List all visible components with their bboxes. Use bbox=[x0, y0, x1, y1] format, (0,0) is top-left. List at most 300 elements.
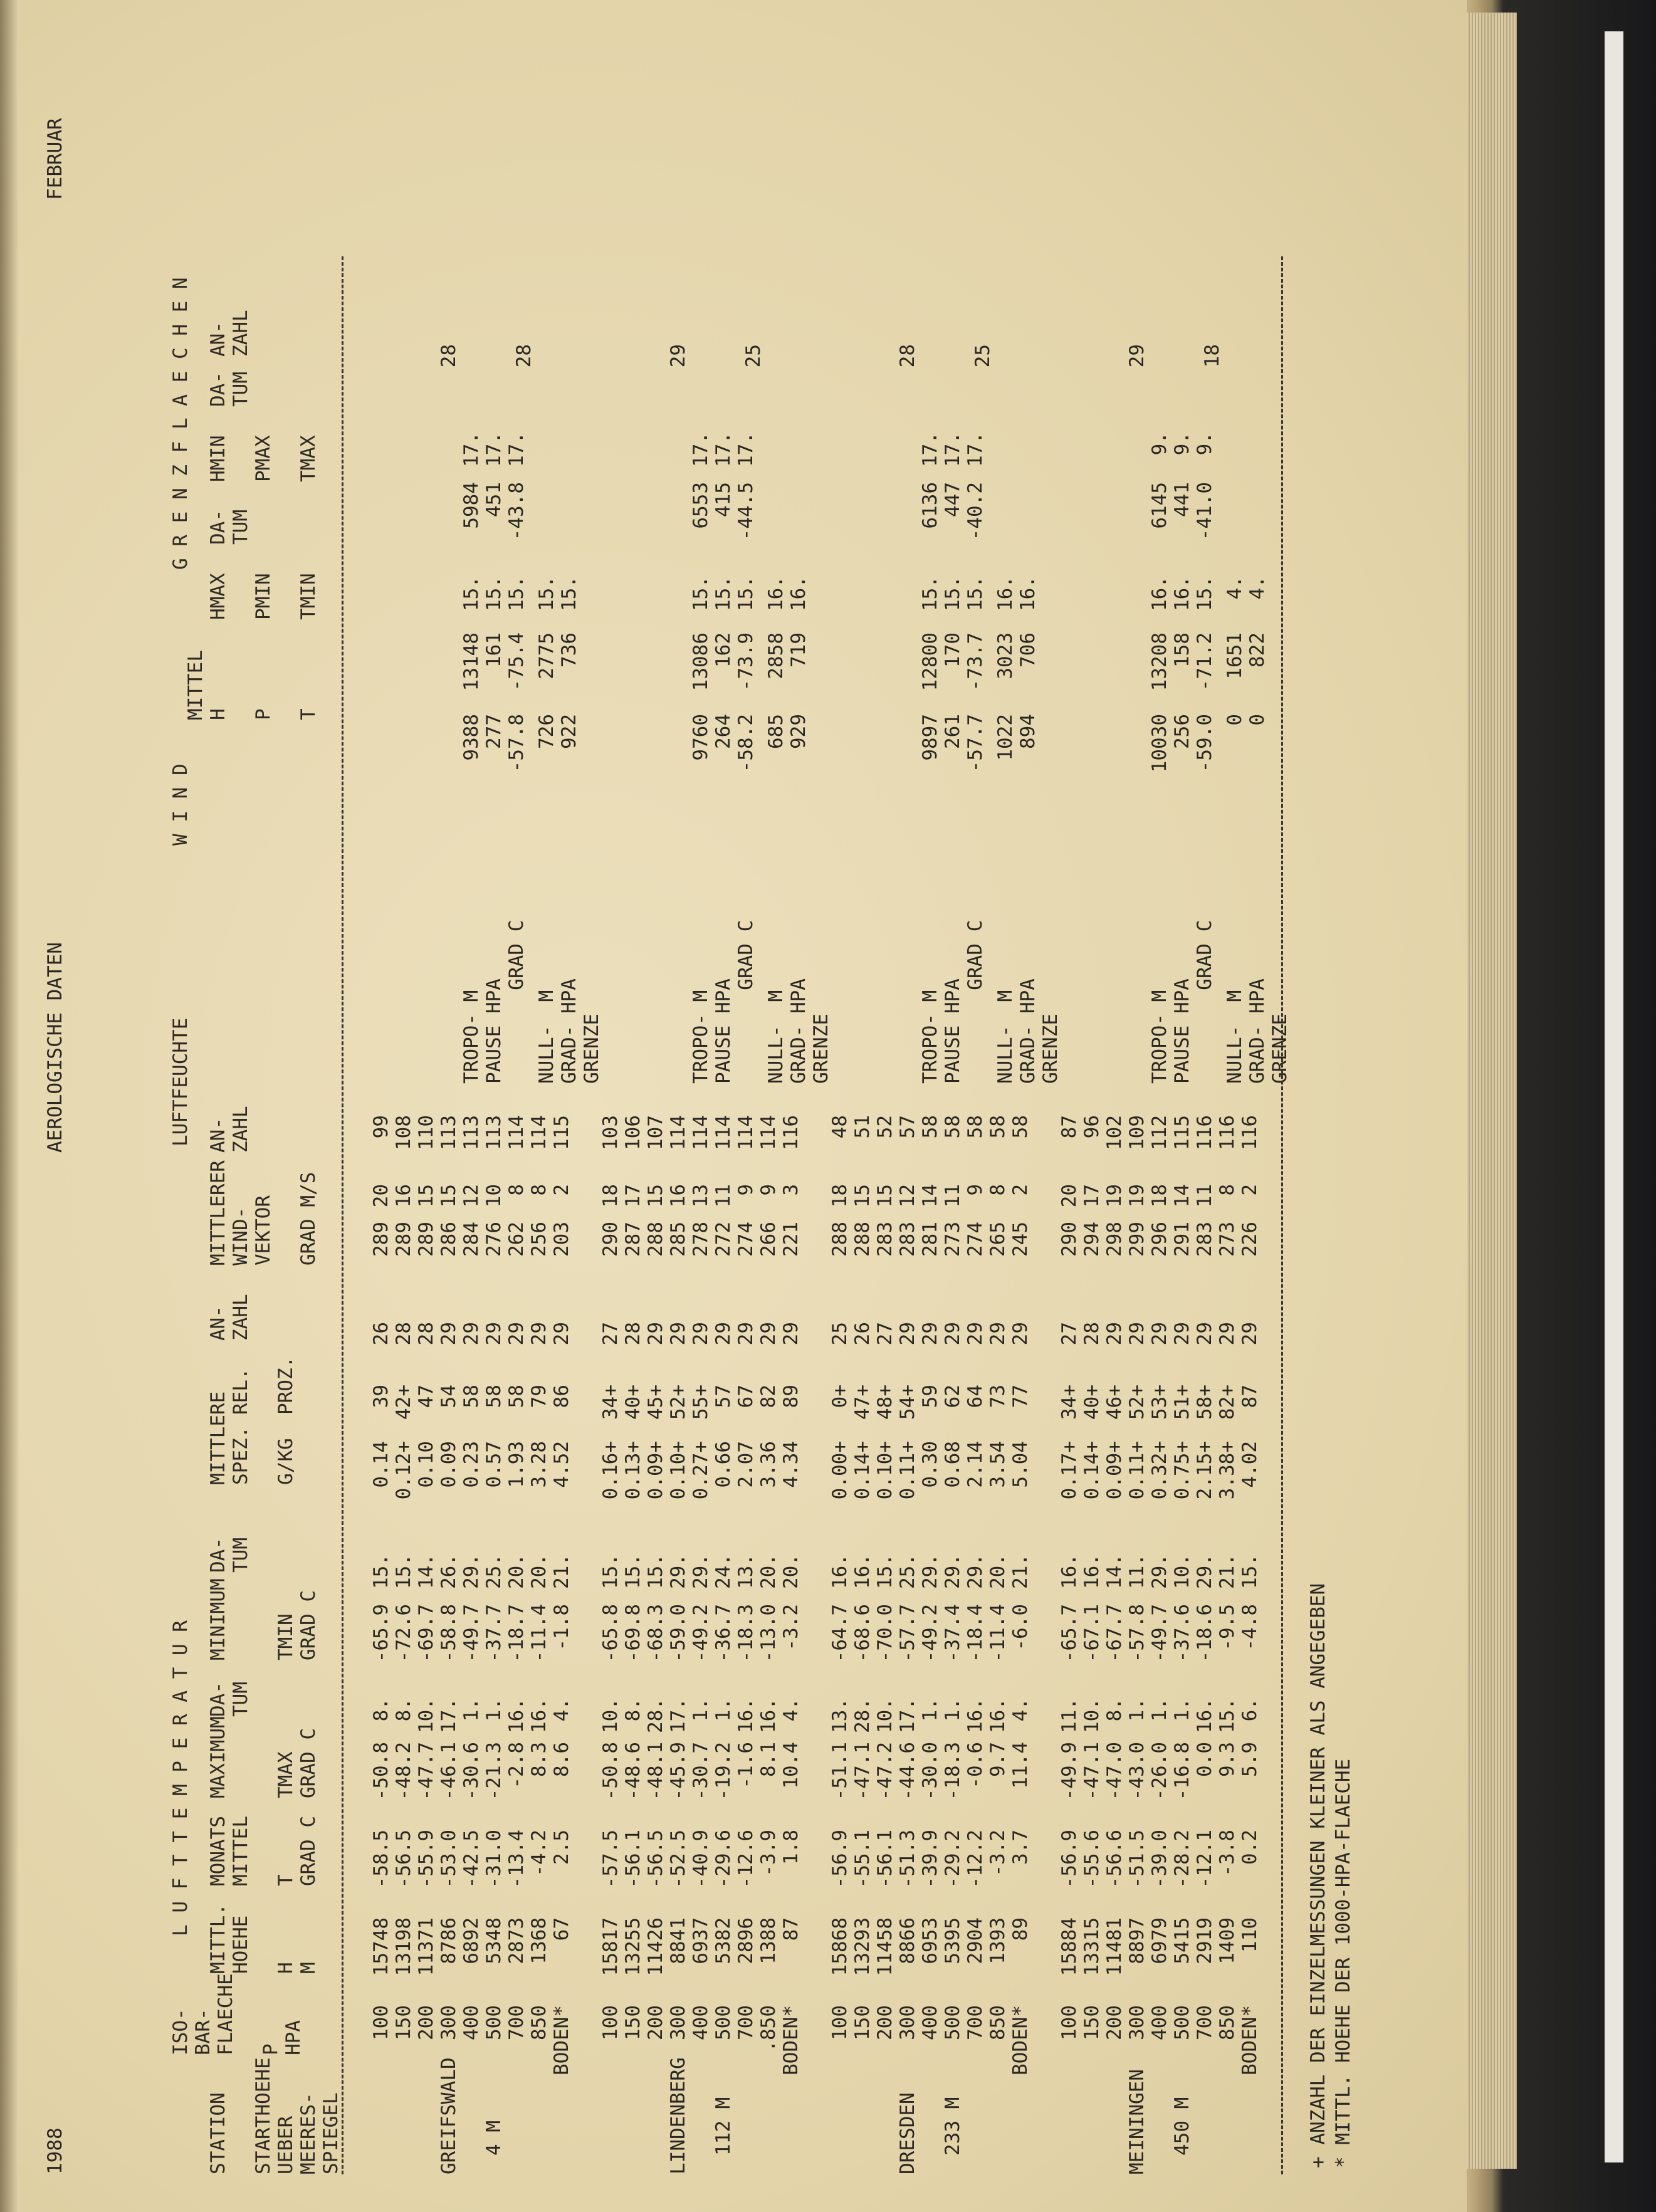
cell-spez: 2.14 bbox=[964, 1441, 987, 1488]
label-null: GRAD- HPA bbox=[558, 978, 580, 1084]
cell-monatsmittel: -56.9 bbox=[1058, 1830, 1081, 1889]
cell-monatsmittel: -56.6 bbox=[1103, 1830, 1126, 1889]
header-monatsmittel: T bbox=[275, 1874, 297, 1886]
cell-tropo: 15. bbox=[1193, 576, 1216, 611]
cell-datum-max: 11. bbox=[1058, 1698, 1081, 1733]
cell-hoehe: 8866 bbox=[896, 1917, 919, 1964]
cell-isobar: BODEN* bbox=[780, 2005, 802, 2075]
cell-isobar: BODEN* bbox=[1009, 2005, 1032, 2075]
footnote-plus: + ANZAHL DER EINZELMESSUNGEN KLEINER ALS ANGEGEBEN bbox=[1307, 1583, 1329, 2168]
cell-wind-grad: 262 bbox=[505, 1222, 528, 1257]
cell-datum-max: 4. bbox=[550, 1698, 573, 1722]
cell-wind-grad: 226 bbox=[1239, 1222, 1261, 1257]
cell-datum-min: 29. bbox=[919, 1554, 941, 1589]
cell-tmin: -3.2 bbox=[780, 1604, 802, 1651]
cell-wind-anzahl: 113 bbox=[483, 1115, 505, 1150]
cell-anzahl: 25 bbox=[829, 1322, 851, 1346]
cell-tropo: 9. bbox=[1193, 432, 1216, 456]
cell-tropo: 13086 bbox=[689, 632, 712, 691]
cell-monatsmittel: -56.5 bbox=[392, 1830, 415, 1889]
page-month: FEBRUAR bbox=[44, 118, 66, 200]
cell-datum-min: 15. bbox=[599, 1554, 622, 1589]
cell-datum-max: 17. bbox=[667, 1698, 689, 1733]
cell-tropo: 277 bbox=[483, 714, 505, 749]
cell-datum-min: 26. bbox=[438, 1554, 460, 1589]
cell-tropo: 13208 bbox=[1148, 632, 1171, 691]
cell-datum-min: 21. bbox=[1216, 1554, 1239, 1589]
cell-wind-grad: 286 bbox=[438, 1222, 460, 1257]
header-gf-max: PMIN bbox=[252, 573, 275, 620]
cell-monatsmittel: -55.9 bbox=[415, 1830, 438, 1889]
cell-null: 15. bbox=[558, 576, 580, 611]
label-tropo: GRAD C bbox=[735, 920, 757, 1084]
label-tropo: GRAD C bbox=[964, 920, 987, 1084]
cell-spez: 0.14 bbox=[370, 1441, 392, 1488]
cell-isobar: 400 bbox=[919, 2005, 941, 2040]
cell-hoehe: 2904 bbox=[964, 1917, 987, 1964]
cell-wind-ms: 10 bbox=[483, 1184, 505, 1208]
cell-wind-grad: 273 bbox=[941, 1222, 964, 1257]
cell-wind-grad: 203 bbox=[550, 1222, 573, 1257]
cell-spez: 0.57 bbox=[483, 1441, 505, 1488]
cell-tmin: -68.6 bbox=[851, 1604, 874, 1663]
cell-tmin: -11.4 bbox=[987, 1604, 1009, 1663]
cell-null: 929 bbox=[787, 714, 810, 749]
cell-anzahl: 29 bbox=[1171, 1322, 1193, 1346]
cell-anzahl: 29 bbox=[757, 1322, 780, 1346]
cell-hoehe: 11458 bbox=[874, 1917, 896, 1976]
cell-datum-min: 21. bbox=[550, 1554, 573, 1589]
cell-anzahl: 28 bbox=[415, 1322, 438, 1346]
cell-tmax: -30.0 bbox=[919, 1742, 941, 1801]
cell-tmax: -48.1 bbox=[644, 1742, 667, 1801]
cell-wind-grad: 283 bbox=[896, 1222, 919, 1257]
cell-anzahl: 29 bbox=[644, 1322, 667, 1346]
cell-wind-ms: 11 bbox=[941, 1184, 964, 1208]
cell-null: 2775 bbox=[535, 632, 558, 679]
cell-hoehe: 11481 bbox=[1103, 1917, 1126, 1976]
header-datum: DA- bbox=[207, 1682, 229, 1717]
cell-rel: 45+ bbox=[644, 1385, 667, 1420]
cell-rel: 54 bbox=[438, 1385, 460, 1408]
cell-rel: 40+ bbox=[622, 1385, 644, 1420]
cell-rel: 89 bbox=[780, 1385, 802, 1408]
header-gf-min: PMAX bbox=[252, 435, 275, 482]
cell-rel: 79 bbox=[528, 1385, 550, 1408]
cell-datum-min: 13. bbox=[735, 1554, 757, 1589]
header-station: UEBER bbox=[275, 2115, 297, 2174]
cell-datum-max: 10. bbox=[415, 1698, 438, 1733]
cell-isobar: 500 bbox=[1171, 2005, 1193, 2040]
cell-isobar: 100 bbox=[829, 2005, 851, 2040]
cell-rel: 77 bbox=[1009, 1385, 1032, 1408]
station-name: DRESDEN bbox=[896, 2092, 919, 2174]
cell-tmax: -26.0 bbox=[1148, 1742, 1171, 1801]
cell-isobar: BODEN* bbox=[1239, 2005, 1261, 2075]
cell-tropo: -71.2 bbox=[1193, 632, 1216, 691]
cell-monatsmittel: -31.0 bbox=[483, 1830, 505, 1889]
cell-isobar: 700 bbox=[735, 2005, 757, 2040]
cell-wind-anzahl: 107 bbox=[644, 1115, 667, 1150]
cell-isobar: 850 bbox=[987, 2005, 1009, 2040]
cell-isobar: 200 bbox=[415, 2005, 438, 2040]
cell-wind-ms: 3 bbox=[780, 1184, 802, 1196]
cell-tmax: -47.7 bbox=[415, 1742, 438, 1801]
cell-null: 726 bbox=[535, 714, 558, 749]
cell-null: 4. bbox=[1224, 576, 1246, 600]
cell-wind-anzahl: 103 bbox=[599, 1115, 622, 1150]
header-hoehe: MITTL. bbox=[207, 1904, 229, 1974]
cell-hoehe: 8786 bbox=[438, 1917, 460, 1964]
cell-spez: 0.17+ bbox=[1058, 1441, 1081, 1500]
cell-tmax: 8.1 bbox=[757, 1742, 780, 1777]
header-isobar: FLAECHE bbox=[214, 1973, 237, 2055]
cell-tropo: 161 bbox=[483, 632, 505, 668]
cell-wind-anzahl: 113 bbox=[460, 1115, 483, 1150]
cell-tropo: -58.2 bbox=[735, 714, 757, 773]
header-datum: TUM bbox=[229, 372, 252, 407]
cell-wind-grad: 276 bbox=[483, 1222, 505, 1257]
cell-datum-min: 20. bbox=[780, 1554, 802, 1589]
cell-hoehe: 13293 bbox=[851, 1917, 874, 1976]
header-windvektor: VEKTOR bbox=[252, 1195, 275, 1266]
cell-datum-min: 29. bbox=[964, 1554, 987, 1589]
cell-tmax: -50.8 bbox=[599, 1742, 622, 1801]
cell-datum-min: 15. bbox=[644, 1554, 667, 1589]
cell-monatsmittel: -51.3 bbox=[896, 1830, 919, 1889]
cell-wind-anzahl: 51 bbox=[851, 1115, 874, 1139]
cell-wind-ms: 20 bbox=[1058, 1184, 1081, 1208]
cell-wind-ms: 18 bbox=[829, 1184, 851, 1208]
cell-null: 16. bbox=[787, 576, 810, 611]
cell-datum-min: 20. bbox=[505, 1554, 528, 1589]
cell-monatsmittel: -28.2 bbox=[1171, 1830, 1193, 1889]
cell-anzahl: 29 bbox=[780, 1322, 802, 1346]
cell-monatsmittel: -53.0 bbox=[438, 1830, 460, 1889]
cell-wind-ms: 2 bbox=[1009, 1184, 1032, 1196]
cell-tmax: 8.6 bbox=[550, 1742, 573, 1777]
cell-tmax: -30.6 bbox=[460, 1742, 483, 1801]
header-isobar: BAR- bbox=[192, 2008, 214, 2055]
cell-tmax: -18.3 bbox=[941, 1742, 964, 1801]
cell-monatsmittel: -4.2 bbox=[528, 1830, 550, 1877]
cell-hoehe: 1393 bbox=[987, 1917, 1009, 1964]
header-lufttemperatur: L U F T T E M P E R A T U R bbox=[169, 1620, 192, 1936]
header-minimum: GRAD C bbox=[297, 1590, 320, 1660]
cell-datum-min: 20. bbox=[757, 1554, 780, 1589]
cell-isobar: BODEN* bbox=[550, 2005, 573, 2075]
cell-tropo: -41.0 bbox=[1193, 482, 1216, 541]
cell-hoehe: 6892 bbox=[460, 1917, 483, 1964]
cell-spez: 0.12+ bbox=[392, 1441, 415, 1500]
cell-monatsmittel: -52.5 bbox=[667, 1830, 689, 1889]
cell-wind-ms: 12 bbox=[460, 1184, 483, 1208]
cell-rel: 46+ bbox=[1103, 1385, 1126, 1420]
cell-isobar: 200 bbox=[644, 2005, 667, 2040]
cell-spez: 4.52 bbox=[550, 1441, 573, 1488]
cell-wind-anzahl: 114 bbox=[667, 1115, 689, 1150]
cell-tropo: -59.0 bbox=[1193, 714, 1216, 773]
label-null: GRAD- HPA bbox=[1017, 978, 1039, 1084]
cell-hoehe: 5415 bbox=[1171, 1917, 1193, 1964]
station-height: 450 M bbox=[1171, 2097, 1193, 2156]
cell-wind-anzahl: 58 bbox=[1009, 1115, 1032, 1139]
cell-rel: 47 bbox=[415, 1385, 438, 1408]
cell-monatsmittel: 2.5 bbox=[550, 1830, 573, 1865]
cell-tropo: 9897 bbox=[919, 714, 941, 761]
cell-null-anzahl: 18 bbox=[1201, 344, 1224, 368]
cell-wind-ms: 9 bbox=[964, 1184, 987, 1196]
cell-tmax: -30.7 bbox=[689, 1742, 712, 1801]
cell-wind-grad: 288 bbox=[851, 1222, 874, 1257]
cell-tropo: 170 bbox=[941, 632, 964, 668]
cell-wind-anzahl: 116 bbox=[780, 1115, 802, 1150]
cell-datum-max: 16. bbox=[987, 1698, 1009, 1733]
cell-tropo: 17. bbox=[735, 432, 757, 467]
header-wind: W I N D bbox=[169, 763, 192, 846]
header-gf-max: HMAX bbox=[207, 573, 229, 620]
cell-isobar: .850 bbox=[757, 2005, 780, 2052]
header-gf-mittel: P bbox=[252, 708, 275, 720]
cell-tropo: 15. bbox=[735, 576, 757, 611]
cell-tmin: -57.8 bbox=[1126, 1604, 1148, 1663]
cell-wind-anzahl: 57 bbox=[896, 1115, 919, 1139]
cell-anzahl: 29 bbox=[483, 1322, 505, 1346]
cell-tmin: -67.7 bbox=[1103, 1604, 1126, 1663]
cell-wind-ms: 11 bbox=[712, 1184, 735, 1208]
header-station: STATION bbox=[207, 2092, 229, 2174]
cell-rel: 42+ bbox=[392, 1385, 415, 1420]
cell-tmin: -72.6 bbox=[392, 1604, 415, 1663]
cell-datum-min: 20. bbox=[528, 1554, 550, 1589]
cell-hoehe: 6937 bbox=[689, 1917, 712, 1964]
cell-tropo: 17. bbox=[964, 432, 987, 467]
cell-tmin: -69.8 bbox=[622, 1604, 644, 1663]
cell-wind-anzahl: 116 bbox=[1193, 1115, 1216, 1150]
cell-wind-anzahl: 48 bbox=[829, 1115, 851, 1139]
cell-rel: 47+ bbox=[851, 1385, 874, 1420]
cell-datum-max: 1. bbox=[919, 1698, 941, 1722]
cell-tropo: 15. bbox=[483, 576, 505, 611]
cell-wind-grad: 256 bbox=[528, 1222, 550, 1257]
cell-wind-anzahl: 114 bbox=[735, 1115, 757, 1150]
cell-tmin: -49.2 bbox=[919, 1604, 941, 1663]
cell-monatsmittel: -3.8 bbox=[1216, 1830, 1239, 1877]
cell-tmin: -1.8 bbox=[550, 1604, 573, 1651]
cell-hoehe: 13198 bbox=[392, 1917, 415, 1976]
cell-tmin: -18.4 bbox=[964, 1604, 987, 1663]
cell-tmin: -9.5 bbox=[1216, 1604, 1239, 1651]
cell-tropo: 447 bbox=[941, 482, 964, 517]
cell-tropo: 17. bbox=[712, 432, 735, 467]
cell-null: 16. bbox=[1017, 576, 1039, 611]
cell-tropo: 5984 bbox=[460, 482, 483, 529]
dashed-rule-bottom bbox=[1281, 256, 1283, 2174]
cell-tmin: -67.1 bbox=[1081, 1604, 1103, 1663]
cell-tmin: -37.6 bbox=[1171, 1604, 1193, 1663]
cell-tmax: -46.1 bbox=[438, 1742, 460, 1801]
cell-wind-ms: 18 bbox=[599, 1184, 622, 1208]
cell-tmax: -45.9 bbox=[667, 1742, 689, 1801]
header-gf-mittel: T bbox=[297, 708, 320, 720]
cell-datum-max: 15. bbox=[1216, 1698, 1239, 1733]
cell-anzahl: 29 bbox=[1239, 1322, 1261, 1346]
cell-tropo: 16. bbox=[1148, 576, 1171, 611]
cell-wind-ms: 2 bbox=[1239, 1184, 1261, 1196]
cell-datum-min: 25. bbox=[483, 1554, 505, 1589]
cell-rel: 55+ bbox=[689, 1385, 712, 1420]
header-anzahl: AN- bbox=[207, 1118, 229, 1153]
cell-wind-anzahl: 102 bbox=[1103, 1115, 1126, 1150]
cell-tropo: 10030 bbox=[1148, 714, 1171, 773]
cell-datum-max: 6. bbox=[1239, 1698, 1261, 1722]
header-hoehe: M bbox=[297, 1962, 320, 1974]
cell-rel: 58+ bbox=[1193, 1385, 1216, 1420]
cell-wind-anzahl: 58 bbox=[941, 1115, 964, 1139]
cell-hoehe: 2919 bbox=[1193, 1917, 1216, 1964]
cell-null: 736 bbox=[558, 632, 580, 668]
cell-datum-max: 16. bbox=[505, 1698, 528, 1733]
cell-isobar: 200 bbox=[874, 2005, 896, 2040]
cell-anzahl: 29 bbox=[1148, 1322, 1171, 1346]
cell-tropo: 6553 bbox=[689, 482, 712, 529]
cell-spez: 0.00+ bbox=[829, 1441, 851, 1500]
cell-tmin: -64.7 bbox=[829, 1604, 851, 1663]
cell-wind-ms: 8 bbox=[528, 1184, 550, 1196]
label-null: GRENZE bbox=[1269, 1014, 1291, 1084]
cell-null: 1022 bbox=[994, 714, 1017, 761]
cell-isobar: 400 bbox=[1148, 2005, 1171, 2040]
cell-rel: 67 bbox=[735, 1385, 757, 1408]
cell-wind-grad: 289 bbox=[392, 1222, 415, 1257]
header-station: STARTHOEHE bbox=[252, 2057, 275, 2174]
cell-wind-ms: 14 bbox=[1171, 1184, 1193, 1208]
page-stack bbox=[1460, 13, 1517, 2169]
label-tropo: PAUSE HPA bbox=[941, 978, 964, 1084]
cell-monatsmittel: -56.1 bbox=[622, 1830, 644, 1889]
cell-tropo: 17. bbox=[919, 432, 941, 467]
cell-spez: 0.75+ bbox=[1171, 1441, 1193, 1500]
cell-tmin: -13.0 bbox=[757, 1604, 780, 1663]
cell-tmin: -59.0 bbox=[667, 1604, 689, 1663]
cell-anzahl: 29 bbox=[550, 1322, 573, 1346]
cell-datum-min: 15. bbox=[370, 1554, 392, 1589]
cell-datum-max: 8. bbox=[392, 1698, 415, 1722]
label-null: GRENZE bbox=[1039, 1014, 1062, 1084]
cell-wind-ms: 15 bbox=[438, 1184, 460, 1208]
cell-datum-max: 4. bbox=[780, 1698, 802, 1722]
cell-wind-ms: 8 bbox=[987, 1184, 1009, 1196]
cell-anzahl: 29 bbox=[919, 1322, 941, 1346]
cell-tropo: 15. bbox=[919, 576, 941, 611]
cell-wind-anzahl: 116 bbox=[1216, 1115, 1239, 1150]
cell-monatsmittel: -56.9 bbox=[829, 1830, 851, 1889]
cell-rel: 59 bbox=[919, 1385, 941, 1408]
cell-null: 4. bbox=[1246, 576, 1269, 600]
label-tropo: TROPO- M bbox=[460, 990, 483, 1084]
cell-wind-ms: 2 bbox=[550, 1184, 573, 1196]
cell-tmin: -65.7 bbox=[1058, 1604, 1081, 1663]
cell-spez: 2.07 bbox=[735, 1441, 757, 1488]
cell-monatsmittel: -58.5 bbox=[370, 1830, 392, 1889]
cell-spez: 0.27+ bbox=[689, 1441, 712, 1500]
page-gutter bbox=[0, 0, 19, 2212]
cell-tropo: 441 bbox=[1171, 482, 1193, 517]
station-height: 4 M bbox=[483, 2120, 505, 2156]
cell-tmax: 10.4 bbox=[780, 1742, 802, 1789]
cell-monatsmittel: -40.9 bbox=[689, 1830, 712, 1889]
cell-tmin: -49.7 bbox=[1148, 1604, 1171, 1663]
cell-tropo: -73.7 bbox=[964, 632, 987, 691]
cell-anzahl: 29 bbox=[941, 1322, 964, 1346]
label-tropo: GRAD C bbox=[505, 920, 528, 1084]
cell-datum-min: 10. bbox=[1171, 1554, 1193, 1589]
cell-isobar: 300 bbox=[896, 2005, 919, 2040]
header-isobar: ISO- bbox=[169, 2008, 192, 2055]
cell-tropo: 162 bbox=[712, 632, 735, 668]
cell-wind-grad: 284 bbox=[460, 1222, 483, 1257]
cell-wind-grad: 288 bbox=[644, 1222, 667, 1257]
cell-datum-min: 29. bbox=[1148, 1554, 1171, 1589]
cell-tropo: 15. bbox=[712, 576, 735, 611]
cell-rel: 51+ bbox=[1171, 1385, 1193, 1420]
cell-hoehe: 110 bbox=[1239, 1917, 1261, 1953]
cell-isobar: 100 bbox=[599, 2005, 622, 2040]
cell-wind-anzahl: 108 bbox=[392, 1115, 415, 1150]
cell-tropo: 9760 bbox=[689, 714, 712, 761]
cell-datum-max: 1. bbox=[460, 1698, 483, 1722]
cell-spez: 0.09+ bbox=[644, 1441, 667, 1500]
cell-datum-max: 1. bbox=[483, 1698, 505, 1722]
cell-hoehe: 2873 bbox=[505, 1917, 528, 1964]
cell-spez: 5.04 bbox=[1009, 1441, 1032, 1488]
cell-wind-anzahl: 115 bbox=[1171, 1115, 1193, 1150]
cell-anzahl: 29 bbox=[987, 1322, 1009, 1346]
header-isobar: HPA bbox=[282, 2020, 305, 2055]
cell-anzahl: 29 bbox=[964, 1322, 987, 1346]
cell-monatsmittel: -29.6 bbox=[712, 1830, 735, 1889]
cell-tropo-anzahl: 28 bbox=[438, 344, 460, 368]
cell-tropo: 12800 bbox=[919, 632, 941, 691]
cell-wind-grad: 274 bbox=[735, 1222, 757, 1257]
cell-datum-max: 16. bbox=[964, 1698, 987, 1733]
cell-tropo: 17. bbox=[460, 432, 483, 467]
cell-datum-min: 29. bbox=[941, 1554, 964, 1589]
cell-tropo: 9. bbox=[1171, 432, 1193, 456]
cell-monatsmittel: -56.1 bbox=[874, 1830, 896, 1889]
cell-wind-grad: 285 bbox=[667, 1222, 689, 1257]
header-gf-mittel: H bbox=[207, 708, 229, 720]
cell-wind-grad: 281 bbox=[919, 1222, 941, 1257]
cell-wind-grad: 221 bbox=[780, 1222, 802, 1257]
cell-hoehe: 15884 bbox=[1058, 1917, 1081, 1976]
cell-datum-max: 10. bbox=[874, 1698, 896, 1733]
cell-anzahl: 27 bbox=[874, 1322, 896, 1346]
cell-monatsmittel: 3.7 bbox=[1009, 1830, 1032, 1865]
cell-tmin: -65.8 bbox=[599, 1604, 622, 1663]
cell-hoehe: 5395 bbox=[941, 1917, 964, 1964]
cell-monatsmittel: -29.2 bbox=[941, 1830, 964, 1889]
cell-isobar: 300 bbox=[438, 2005, 460, 2040]
cell-hoehe: 15748 bbox=[370, 1917, 392, 1976]
cell-datum-min: 25. bbox=[896, 1554, 919, 1589]
cell-datum-min: 15. bbox=[392, 1554, 415, 1589]
cell-anzahl: 29 bbox=[460, 1322, 483, 1346]
header-station: SPIEGEL bbox=[320, 2092, 342, 2174]
cell-tmax: 0.0 bbox=[1193, 1742, 1216, 1777]
cell-tmin: -49.7 bbox=[460, 1604, 483, 1663]
cell-null: 894 bbox=[1017, 714, 1039, 749]
